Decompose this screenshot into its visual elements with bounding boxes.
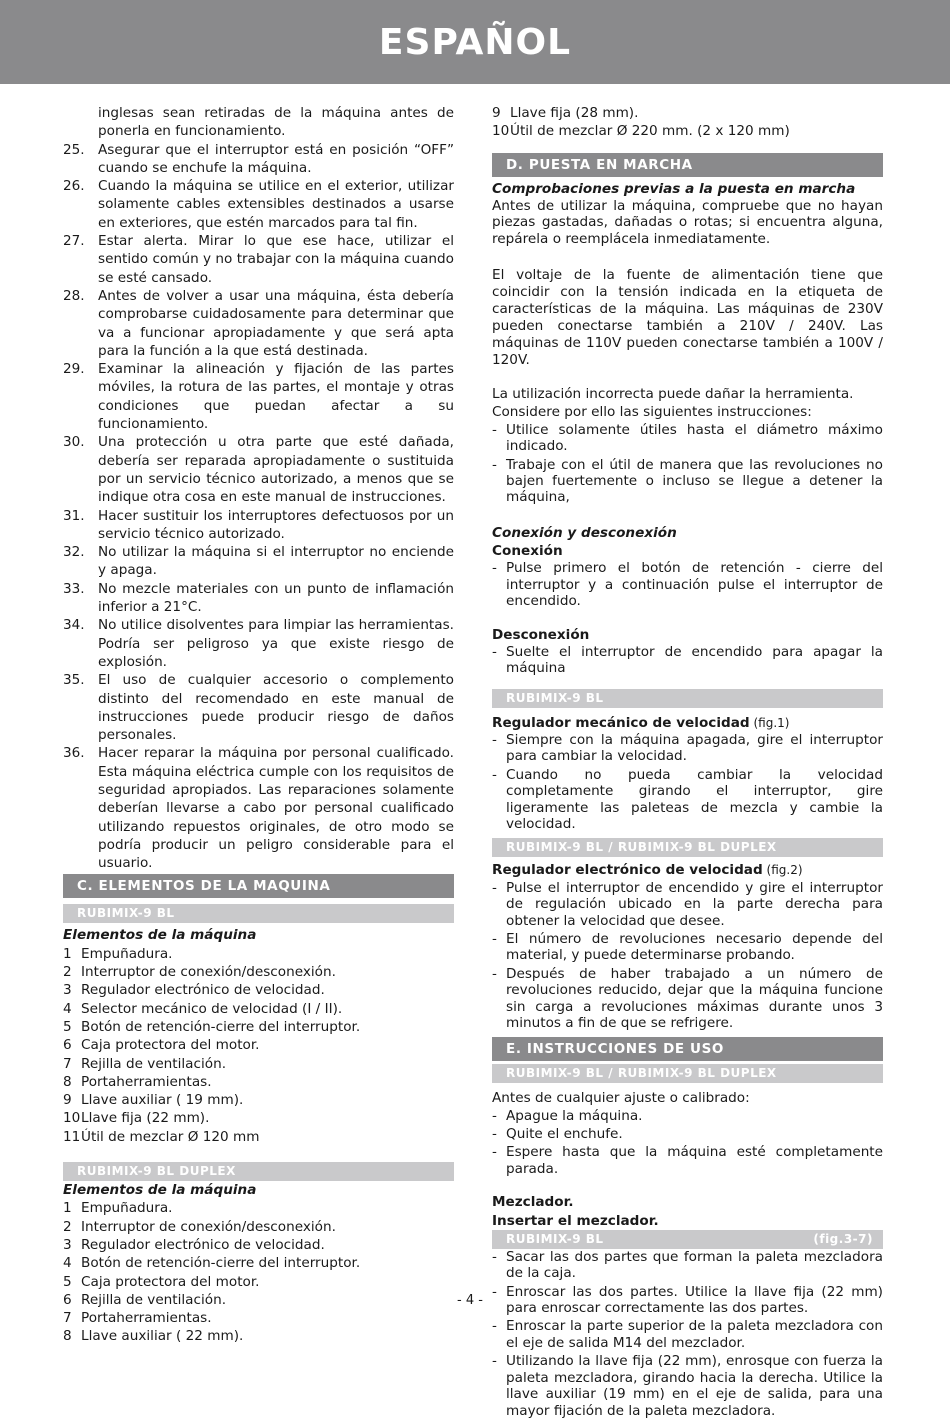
dash-marker: - — [492, 643, 497, 660]
bullet-item — [492, 966, 883, 1032]
figure-ref: (fig.2) — [762, 863, 803, 878]
elements-heading: Elementos de la máquina — [63, 927, 257, 944]
paragraph: Antes de cualquier ajuste o calibrado: — [492, 1090, 750, 1107]
item-number: 5 — [63, 1273, 72, 1290]
list-item — [63, 616, 454, 671]
dash-marker: - — [492, 879, 497, 896]
item-number: 30. — [63, 434, 85, 451]
insert-mixer-heading: Insertar el mezclador. — [492, 1212, 659, 1229]
item-text: Caja protectora del motor. — [81, 1037, 260, 1054]
list-item — [63, 981, 454, 999]
list-item — [63, 232, 454, 287]
bullet-text: Cuando no pueda cambiar la velocidad completamente girando el interruptor, gire ligeramente las paleteas de mezcla y cambie la velocidad. — [506, 766, 883, 832]
list-item — [63, 507, 454, 544]
bullet-text: El número de revoluciones necesario depende del material, y puede determinarse probando. — [506, 930, 883, 964]
item-text: Interruptor de conexión/desconexión. — [81, 1218, 336, 1235]
item-number: 2 — [63, 1218, 72, 1235]
item-number: 8 — [63, 1328, 72, 1345]
list-item — [63, 1128, 454, 1146]
bullet-item — [492, 1108, 883, 1124]
item-number: 9 — [492, 105, 501, 121]
item-number: 7 — [63, 1310, 72, 1327]
subsection-label: RUBIMIX-9 BL DUPLEX — [77, 1164, 236, 1179]
item-text: Portaherramientas. — [81, 1073, 212, 1090]
bullet-list — [492, 1249, 883, 1419]
item-number: 1 — [63, 945, 72, 962]
list-item — [63, 963, 454, 981]
page-title: ESPAÑOL — [378, 21, 572, 63]
bullet-text: Enroscar la parte superior de la paleta mezcladora con el eje de salida M14 del mezclador. — [506, 1318, 883, 1351]
list-item — [63, 1218, 454, 1236]
dash-marker: - — [492, 1107, 497, 1124]
list-item — [63, 1036, 454, 1054]
item-number: 3 — [63, 1236, 72, 1253]
mixer-heading: Mezclador. — [492, 1194, 574, 1211]
dash-marker: - — [492, 1248, 497, 1265]
list-item — [63, 1236, 454, 1254]
bullet-text: Utilice solamente útiles hasta el diámetro máximo indicado. — [506, 421, 883, 455]
bullet-text: Quite el enchufe. — [506, 1126, 623, 1143]
bullet-list — [492, 644, 883, 677]
list-item — [63, 177, 454, 232]
elements-list — [63, 1199, 454, 1345]
list-item — [63, 1199, 454, 1217]
item-text: Asegurar que el interruptor está en posición “OFF” cuando se enchufe la máquina. — [98, 141, 454, 176]
bullet-text: Trabaje con el útil de manera que las revoluciones no bajen fuertemente o incluso se llegue a detener la máquina, — [506, 456, 883, 506]
item-number: 26. — [63, 178, 85, 195]
item-number: 10 — [492, 123, 510, 140]
mechanical-regulator-heading — [492, 714, 883, 732]
elements-list — [63, 945, 454, 1146]
subsection-rubimix-9-bl-duplex — [63, 1162, 454, 1181]
item-number: 4 — [63, 1255, 72, 1272]
list-item — [63, 287, 454, 360]
right-column — [492, 104, 883, 1421]
bullet-text: Suelte el interruptor de encendido para apagar la máquina — [506, 643, 883, 677]
item-text: Llave fija (28 mm). — [510, 105, 639, 121]
bullet-list — [492, 880, 883, 1032]
subsection-rubimix-9-bl — [492, 689, 883, 708]
list-item — [63, 1055, 454, 1073]
list-item — [63, 744, 454, 872]
paragraph: La utilización incorrecta puede dañar la herramienta. — [492, 386, 854, 403]
item-text: Botón de retención-cierre del interruptor. — [81, 1018, 361, 1035]
language-banner — [0, 0, 950, 84]
item-number: 5 — [63, 1018, 72, 1035]
list-item — [63, 543, 454, 580]
bullet-item — [492, 1318, 883, 1351]
paragraph: Considere por ello las siguientes instrucciones: — [492, 404, 812, 421]
list-item — [63, 1254, 454, 1272]
item-text: Útil de mezclar Ø 120 mm — [81, 1128, 260, 1145]
bullet-item — [492, 880, 883, 929]
dash-marker: - — [492, 1283, 497, 1300]
bullet-item — [492, 732, 883, 765]
section-e-header: E. INSTRUCCIONES DE USO — [492, 1037, 883, 1061]
dash-marker: - — [492, 421, 497, 438]
paragraph: Antes de utilizar la máquina, compruebe que no hayan piezas gastadas, dañadas o rotas; si encuentra alguna, repárela o reemplácela inmediatamente. — [492, 197, 883, 247]
page-number: - 4 - — [457, 1293, 483, 1308]
item-number: 7 — [63, 1055, 72, 1072]
item-number: 11 — [63, 1128, 81, 1145]
list-item — [63, 945, 454, 963]
item-text: El uso de cualquier accesorio o complemento distinto del recomendado en este manual de instrucciones puede producir riesgo de daños personales. — [98, 672, 454, 744]
item-text: Interruptor de conexión/desconexión. — [81, 964, 336, 981]
item-number: 6 — [63, 1037, 72, 1054]
item-text: Cuando la máquina se utilice en el exterior, utilizar solamente cables extensibles destinados a usarse en exteriores, que estén marcados para tal fin. — [98, 178, 454, 231]
item-text: Regulador electrónico de velocidad. — [81, 1236, 325, 1253]
paragraph: El voltaje de la fuente de alimentación tiene que coincidir con la tensión indicada en la etiqueta de características de la máquina. Las máquinas de 230V pueden conectarse también a 210V / 240V. Las máquinas de 110V pueden conectarse también a 100V / 120V. — [492, 267, 883, 369]
bullet-item — [492, 644, 883, 677]
list-item — [63, 360, 454, 433]
bullet-text: Utilizando la llave fija (22 mm), enrosque con fuerza la paleta mezcladora, girando hacia la derecha. Utilice la llave auxiliar (19 mm) en el eje de salida, para una mayor fijación de la paleta mezcladora. — [506, 1353, 883, 1419]
item-number: 27. — [63, 233, 85, 250]
item-text: Hacer reparar la máquina por personal cualificado. Esta máquina eléctrica cumple con los requisitos de seguridad apropiados. Las reparaciones solamente deberían llevarse a cabo por personal cualificado utilizando repuestos originales, de otro modo se podría producir un peligro considerable para el usuario. — [98, 745, 454, 872]
elements-heading: Elementos de la máquina — [63, 1182, 257, 1199]
item-number: 10 — [63, 1110, 81, 1127]
bullet-list — [492, 1108, 883, 1178]
item-text: Rejilla de ventilación. — [81, 1055, 227, 1072]
list-item — [63, 433, 454, 506]
bullet-item — [492, 1353, 883, 1419]
dash-marker: - — [492, 731, 497, 748]
bullet-text: Pulse primero el botón de retención - cierre del interruptor y a continuación pulse el interruptor de encendido. — [506, 560, 883, 610]
electronic-regulator-heading — [492, 861, 883, 879]
dash-marker: - — [492, 930, 497, 947]
item-number: 3 — [63, 982, 72, 999]
dash-marker: - — [492, 1353, 497, 1370]
list-item — [63, 1109, 454, 1127]
heading-text: Regulador electrónico de velocidad — [492, 862, 763, 879]
subsection-label: RUBIMIX-9 BL — [77, 906, 175, 921]
item-number: 35. — [63, 672, 85, 689]
list-item — [492, 104, 883, 122]
item-text: No utilizar la máquina si el interruptor no enciende y apaga. — [98, 544, 454, 579]
bullet-text: Enroscar las dos partes. Utilice la llave fija (22 mm) para enroscar correctamente las dos partes. — [506, 1283, 883, 1317]
list-item — [492, 122, 883, 140]
item-number: 4 — [63, 1000, 72, 1017]
subsection-both-models — [492, 838, 883, 857]
bullet-text: Después de haber trabajado a un número de revoluciones reducido, dejar que la máquina funcione sin carga a revoluciones máximas durante unos 3 minutos a fin de que se refrigere. — [506, 965, 883, 1031]
item-number: 8 — [63, 1073, 72, 1090]
item-number: 1 — [63, 1200, 72, 1217]
item-number: 28. — [63, 287, 85, 304]
item-text: Empuñadura. — [81, 1200, 173, 1217]
item-text: Estar alerta. Mirar lo que ese hace, utilizar el sentido común y no trabajar con la máquina cuando se esté cansado. — [98, 233, 454, 286]
subsection-label: RUBIMIX-9 BL / RUBIMIX-9 BL DUPLEX — [506, 840, 777, 855]
item-text: Botón de retención-cierre del interruptor. — [81, 1255, 361, 1272]
list-item — [63, 1291, 454, 1309]
safety-list — [63, 141, 454, 873]
subsection-rubimix-9-bl — [492, 1230, 883, 1249]
list-item — [63, 1000, 454, 1018]
item-number: 34. — [63, 617, 85, 634]
subsection-label: RUBIMIX-9 BL — [506, 690, 604, 705]
list-item — [63, 671, 454, 744]
item-number: 36. — [63, 745, 85, 762]
item-text: Selector mecánico de velocidad (I / II). — [81, 1000, 343, 1017]
bullet-list — [492, 422, 883, 506]
dash-marker: - — [492, 1318, 497, 1335]
item-number: 32. — [63, 544, 85, 561]
bullet-item — [492, 931, 883, 964]
bullet-text: Espere hasta que la máquina esté completamente parada. — [506, 1144, 883, 1177]
checks-heading: Comprobaciones previas a la puesta en marcha — [492, 180, 856, 197]
section-c-header: C. ELEMENTOS DE LA MAQUINA — [63, 874, 454, 898]
bullet-item — [492, 1249, 883, 1282]
item-text: Empuñadura. — [81, 945, 173, 962]
item-text: Útil de mezclar Ø 220 mm. (2 x 120 mm) — [510, 123, 790, 140]
item-text: Caja protectora del motor. — [81, 1273, 260, 1290]
item-text: Llave auxiliar ( 22 mm). — [81, 1328, 244, 1345]
bullet-item — [492, 1126, 883, 1142]
item-text: Hacer sustituir los interruptores defectuosos por un servicio técnico autorizado. — [98, 507, 454, 542]
bullet-item — [492, 1144, 883, 1177]
left-column — [63, 104, 454, 1346]
item-text: Antes de volver a usar una máquina, ésta debería comprobarse cuidadosamente para determinar que va a funcionar apropiadamente y que será apta para la función a la que está destinada. — [98, 287, 454, 359]
list-item — [63, 1273, 454, 1291]
bullet-item — [492, 1284, 883, 1317]
bullet-text: Sacar las dos partes que forman la paleta mezcladora de la caja. — [506, 1248, 883, 1282]
connection-heading: Conexión y desconexión — [492, 524, 677, 541]
item-text: Llave auxiliar ( 19 mm). — [81, 1092, 244, 1109]
item-number: 25. — [63, 141, 85, 158]
list-item — [63, 1018, 454, 1036]
elements-list-continued — [492, 104, 883, 141]
continued-text: inglesas sean retiradas de la máquina antes de ponerla en funcionamiento. — [98, 105, 454, 140]
item-text: Examinar la alineación y fijación de las partes móviles, la rotura de las partes, el montaje y otras condiciones que puedan afectar a su funcionamiento. — [98, 361, 454, 433]
item-number: 6 — [63, 1291, 72, 1308]
dash-marker: - — [492, 1126, 497, 1143]
subsection-label: RUBIMIX-9 BL / RUBIMIX-9 BL DUPLEX — [506, 1066, 777, 1081]
dash-marker: - — [492, 560, 497, 577]
item-number: 33. — [63, 580, 85, 597]
bullet-text: Siempre con la máquina apagada, gire el interruptor para cambiar la velocidad. — [506, 731, 883, 765]
list-item — [63, 1309, 454, 1327]
section-d-header: D. PUESTA EN MARCHA — [492, 153, 883, 177]
bullet-item — [492, 457, 883, 506]
figure-ref: (fig.1) — [749, 715, 790, 730]
list-item — [63, 1073, 454, 1091]
item-number: 29. — [63, 361, 85, 378]
list-item — [63, 141, 454, 178]
item-text: Rejilla de ventilación. — [81, 1291, 227, 1308]
dash-marker: - — [492, 1144, 497, 1161]
list-item — [63, 1091, 454, 1109]
item-text: No utilice disolventes para limpiar las herramientas. Podría ser peligroso ya que existe riesgo de explosión. — [98, 617, 454, 670]
bullet-text: Apague la máquina. — [506, 1107, 643, 1124]
item-text: Portaherramientas. — [81, 1310, 212, 1327]
bullet-list — [492, 560, 883, 609]
dash-marker: - — [492, 965, 497, 982]
item-text: No mezcle materiales con un punto de inflamación inferior a 21°C. — [98, 580, 454, 616]
subsection-both-models — [492, 1064, 883, 1083]
bullet-text: Pulse el interruptor de encendido y gire el interruptor de regulación ubicado en la parte derecha para obtener la velocidad que desee. — [506, 879, 883, 929]
item-text: Una protección u otra parte que esté dañada, debería ser reparada apropiadamente o sustituida por un servicio técnico autorizado, a menos que se indique otra cosa en este manual de instrucciones. — [98, 434, 454, 506]
item-number: 9 — [63, 1092, 72, 1109]
figure-ref: (fig.3-7) — [813, 1231, 873, 1246]
dash-marker: - — [492, 766, 497, 783]
heading-text: Regulador mecánico de velocidad — [492, 714, 750, 731]
dash-marker: - — [492, 456, 497, 473]
list-item — [63, 580, 454, 617]
bullet-list — [492, 732, 883, 832]
bullet-item — [492, 422, 883, 455]
item-text: Llave fija (22 mm). — [81, 1110, 210, 1127]
item-text: Regulador electrónico de velocidad. — [81, 982, 325, 999]
disconnection-subheading: Desconexión — [492, 626, 590, 643]
connection-subheading: Conexión — [492, 543, 563, 560]
subsection-label: RUBIMIX-9 BL — [506, 1231, 604, 1246]
item-number: 31. — [63, 507, 85, 524]
item-number: 2 — [63, 964, 72, 981]
bullet-item — [492, 767, 883, 833]
subsection-rubimix-9-bl — [63, 904, 454, 923]
bullet-item — [492, 560, 883, 609]
